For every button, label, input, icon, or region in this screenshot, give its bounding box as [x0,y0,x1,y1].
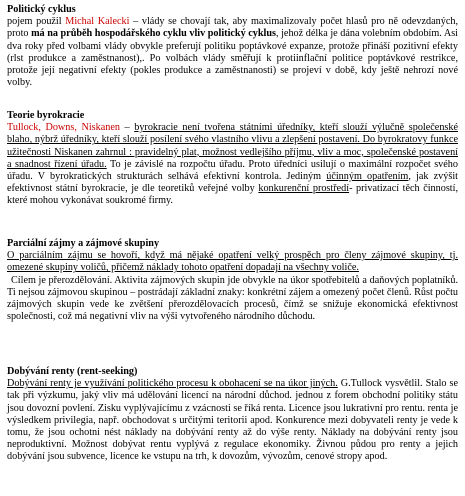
author-names: Tullock, Downs, Niskanen [7,122,120,134]
text-fragment: , jehož délka je dána volebním obdobím. Asi dva roky před volbami vlády obvykle preferují politiku poptávkové expanze, protože přináší pozitivní efekty (rlst produkce a zaměstnanost),. Po volbách vlády směřují k protiinflační politice poptávkové restrikce, protože její negativní efekty (pokles produkce a zaměstnanosti) se projeví v době, kdy ještě nehrozí nové volby. [7,28,459,89]
heading-bureaucracy: Teorie byrokracie [7,110,85,121]
paragraph-rent-seeking [7,378,458,463]
text-fragment: pojem použil [7,16,66,28]
text-fragment: – vlády se chovají tak, aby maximalizovaly počet hlasů pro ně odevzdaných, proto [7,16,458,40]
text-fragment: To je závislé na rozpočtu úřadu. Proto úředníci usilují o maximální rozpočet svého úřadu. V byrokratických strukturách selhává efektivní kontrola. Jediným [7,158,458,183]
text-fragment: , jak zvýšit efektivnost státní byrokracie, je dle teoretiků veřejné volby [7,171,458,195]
section-interest-groups [7,238,458,323]
paragraph-political-cycle [7,16,458,89]
text-fragment: – [119,122,135,134]
emphasis-text: má na průběh hospodářského cyklu vliv politický cyklus [31,28,276,40]
heading-political-cycle: Politický cyklus [7,4,76,15]
section-bureaucracy [7,110,458,208]
paragraph-interest-groups: Cílem je přerozdělování. Aktivita zájmových skupin jde obvykle na úkor spotřebitelů a daňových poplatníků. Ti nejsou zájmovou skupinou – postrádají základní znaky: konkrétní zájem a omezený počet členů. Růst počtu zájmových skupin vede ke zvětšení přerozdělovacích procesů, čímž se snižuje ekonomická efektivnost společnosti, což má negativní vliv na výši vytvořeného národního důchodu. [7,274,458,323]
text-fragment: G.Tullock vysvětlil. Stalo se tak při výzkumu, jaký vliv má udělování licencí na národní důchod. jednou z forem obchodní politiky státu jsou dovozní povlení. Zisku vyplývajícímu z vzácnosti se říká renta. Licence jsou lukrativní pro rentu. renta je výsledkem privilegia, např. obchodovat s určitými teritorii apod. Konkurence mezi dobyvateli renty je vede k tomu, že jsou ochotni nést náklady na dobývání renty až do výše renty. Náklady na dobývání renty jsou neproduktivní. Možnost dobývat rentu vyplývá z regulace ekonomiky. Živnou půdou pro renty a jejich dobývání jsou subvence, licence ke vstupu na trh, k dovozům, vývozům, cenové stropy apod. [7,378,458,463]
section-political-cycle [7,4,458,89]
section-rent-seeking [7,366,458,464]
text-fragment: - privatizací těch činností, které mohou vykonávat soukromé firmy. [7,183,458,207]
heading-interest-groups: Parciální zájmy a zájmové skupiny [7,238,160,249]
underlined-definition: Dobývání renty je využívání politického procesu k obohacení se na úkor jiných. [7,378,338,390]
underlined-definition: O parciálním zájmu se hovoří, když má nějaké opatření velký prospěch pro členy zájmové skupiny, tj. omezené skupiny voličů, přičemž náklady tohoto opatření dopadají na všechny voliče. [7,250,458,274]
author-name-kalecki: Michal Kalecki [65,16,130,28]
underlined-term: konkurenční prostředí [258,183,350,195]
underlined-definition: byrokracie není tvořena státními úředníky, kteří slouží výlučně společenské blaho, nýbrž úředníky, kteří slouží posílení svého vlastního vlivu a zlepšení postavení. Do byrokratovy funkce užitečnosti Niskanen zahrnul : pravidelný plat, možnost vedlejšího příjmu, vliv a moc, společenské postavení a snadnost řízení úřadu. [7,122,459,170]
paragraph-bureaucracy [7,122,458,207]
underlined-term: účinným opatřením [326,171,409,183]
heading-rent-seeking: Dobývání renty (rent-seeking) [7,366,138,377]
